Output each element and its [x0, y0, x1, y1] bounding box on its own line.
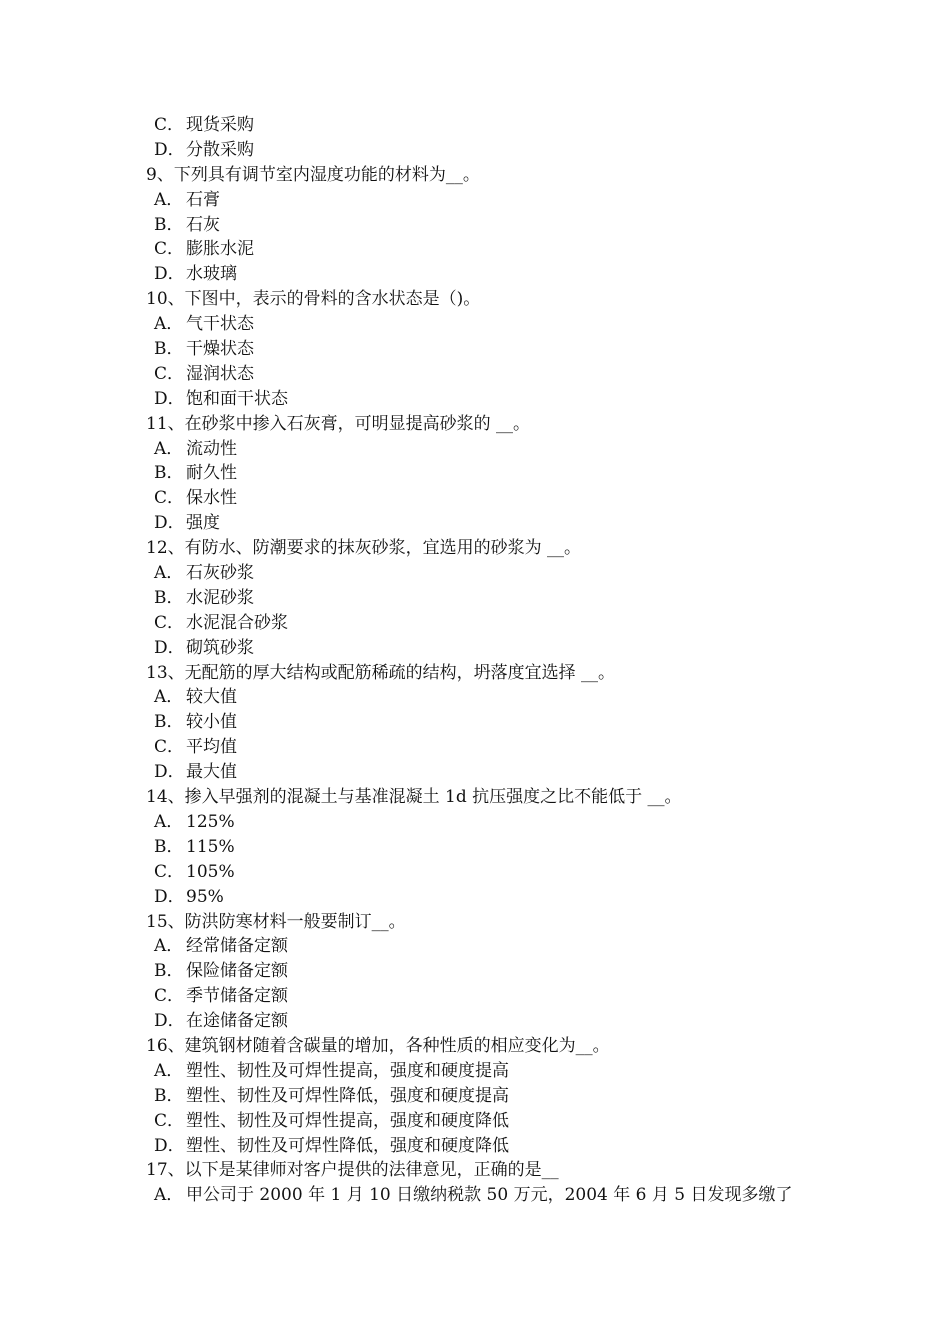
option-text: 流动性: [186, 438, 237, 459]
option-text: 石灰: [186, 214, 220, 235]
option-text: 饱和面干状态: [186, 388, 288, 409]
option-letter: C．: [154, 239, 185, 260]
answer-option: [0, 437, 950, 462]
answer-option: [0, 561, 950, 586]
option-text: 塑性、韧性及可焊性降低，强度和硬度降低: [186, 1135, 509, 1156]
question-text: 14、掺入早强剂的混凝土与基准混凝土 1d 抗压强度之比不能低于 __。: [146, 787, 682, 808]
answer-option: [0, 262, 950, 287]
option-text: 保险储备定额: [186, 961, 288, 982]
option-letter: C．: [154, 363, 185, 384]
question-text: 9、下列具有调节室内湿度功能的材料为__。: [146, 164, 480, 185]
option-letter: C．: [154, 861, 185, 882]
answer-option: [0, 636, 950, 661]
option-letter: C．: [154, 1110, 185, 1131]
option-letter: D．: [154, 886, 185, 907]
option-text: 石灰砂浆: [186, 563, 254, 584]
option-letter: D．: [154, 388, 185, 409]
answer-option: [0, 685, 950, 710]
option-text: 分散采购: [186, 139, 254, 160]
option-letter: A．: [154, 936, 184, 957]
answer-option: [0, 735, 950, 760]
option-letter: A．: [154, 314, 184, 335]
option-text: 干燥状态: [186, 339, 254, 360]
answer-option: [0, 710, 950, 735]
answer-option: [0, 959, 950, 984]
option-letter: D．: [154, 139, 185, 160]
question-stem: [0, 163, 950, 188]
option-letter: A．: [154, 189, 184, 210]
option-text: 砌筑砂浆: [186, 637, 254, 658]
answer-option: [0, 312, 950, 337]
option-letter: D．: [154, 1011, 185, 1032]
question-stem: [0, 661, 950, 686]
option-letter: B．: [154, 712, 184, 733]
option-letter: A．: [154, 811, 184, 832]
option-text: 耐久性: [186, 463, 237, 484]
document-page: [0, 113, 950, 1208]
question-stem: [0, 785, 950, 810]
option-letter: A．: [154, 1185, 184, 1206]
option-letter: B．: [154, 339, 184, 360]
option-text: 较大值: [186, 687, 237, 708]
option-text: 95%: [186, 886, 224, 907]
answer-option: [0, 984, 950, 1009]
question-text: 10、下图中，表示的骨料的含水状态是（)。: [146, 289, 481, 310]
answer-option: [0, 237, 950, 262]
answer-option: [0, 387, 950, 412]
option-text: 125%: [186, 811, 235, 832]
answer-option: [0, 486, 950, 511]
answer-option: [0, 188, 950, 213]
option-letter: B．: [154, 463, 184, 484]
option-text: 保水性: [186, 488, 237, 509]
question-stem: [0, 287, 950, 312]
option-text: 水泥混合砂浆: [186, 612, 288, 633]
question-text: 13、无配筋的厚大结构或配筋稀疏的结构，坍落度宜选择 __。: [146, 662, 616, 683]
option-letter: A．: [154, 687, 184, 708]
option-letter: B．: [154, 587, 184, 608]
option-letter: C．: [154, 737, 185, 758]
answer-option: [0, 1084, 950, 1109]
option-text: 最大值: [186, 762, 237, 783]
answer-option: [0, 1183, 950, 1208]
option-letter: D．: [154, 1135, 185, 1156]
answer-option: [0, 213, 950, 238]
answer-option: [0, 885, 950, 910]
option-text: 经常储备定额: [186, 936, 288, 957]
answer-option: [0, 586, 950, 611]
option-text: 105%: [186, 861, 235, 882]
option-text: 塑性、韧性及可焊性提高，强度和硬度降低: [186, 1110, 509, 1131]
option-text: 水玻璃: [186, 264, 237, 285]
option-letter: D．: [154, 762, 185, 783]
option-text: 甲公司于 2000 年 1 月 10 日缴纳税款 50 万元，2004 年 6 月 5 日发现多缴了: [186, 1185, 793, 1206]
question-text: 12、有防水、防潮要求的抹灰砂浆，宜选用的砂浆为 __。: [146, 538, 582, 559]
option-letter: B．: [154, 836, 184, 857]
answer-option: [0, 1109, 950, 1134]
answer-option: [0, 113, 950, 138]
answer-option: [0, 511, 950, 536]
answer-option: [0, 1059, 950, 1084]
option-text: 气干状态: [186, 314, 254, 335]
answer-option: [0, 461, 950, 486]
option-letter: B．: [154, 1085, 184, 1106]
option-text: 较小值: [186, 712, 237, 733]
question-stem: [0, 412, 950, 437]
answer-option: [0, 362, 950, 387]
option-letter: B．: [154, 961, 184, 982]
option-letter: D．: [154, 264, 185, 285]
option-letter: D．: [154, 637, 185, 658]
answer-option: [0, 1134, 950, 1159]
answer-option: [0, 138, 950, 163]
option-letter: C．: [154, 115, 185, 135]
answer-option: [0, 1009, 950, 1034]
question-text: 15、防洪防寒材料一般要制订__。: [146, 911, 406, 932]
option-letter: C．: [154, 986, 185, 1007]
option-letter: A．: [154, 563, 184, 584]
question-text: 16、建筑钢材随着含碳量的增加，各种性质的相应变化为__。: [146, 1035, 610, 1056]
answer-option: [0, 760, 950, 785]
option-text: 强度: [186, 513, 220, 534]
question-stem: [0, 1158, 950, 1183]
option-text: 在途储备定额: [186, 1011, 288, 1032]
option-text: 水泥砂浆: [186, 587, 254, 608]
answer-option: [0, 860, 950, 885]
answer-option: [0, 337, 950, 362]
answer-option: [0, 835, 950, 860]
question-stem: [0, 536, 950, 561]
option-text: 湿润状态: [186, 363, 254, 384]
answer-option: [0, 934, 950, 959]
option-letter: C．: [154, 612, 185, 633]
option-letter: A．: [154, 1060, 184, 1081]
option-text: 塑性、韧性及可焊性降低，强度和硬度提高: [186, 1085, 509, 1106]
option-letter: C．: [154, 488, 185, 509]
answer-option: [0, 611, 950, 636]
question-text: 11、在砂浆中掺入石灰膏，可明显提高砂浆的 __。: [146, 413, 531, 434]
option-text: 塑性、韧性及可焊性提高，强度和硬度提高: [186, 1060, 509, 1081]
question-stem: [0, 1034, 950, 1059]
question-text: 17、以下是某律师对客户提供的法律意见，正确的是__: [146, 1160, 559, 1181]
option-letter: A．: [154, 438, 184, 459]
question-stem: [0, 910, 950, 935]
option-text: 膨胀水泥: [186, 239, 254, 260]
option-text: 115%: [186, 836, 235, 857]
option-text: 季节储备定额: [186, 986, 288, 1007]
option-text: 平均值: [186, 737, 237, 758]
option-letter: D．: [154, 513, 185, 534]
answer-option: [0, 810, 950, 835]
option-text: 现货采购: [186, 115, 254, 135]
option-letter: B．: [154, 214, 184, 235]
option-text: 石膏: [186, 189, 220, 210]
